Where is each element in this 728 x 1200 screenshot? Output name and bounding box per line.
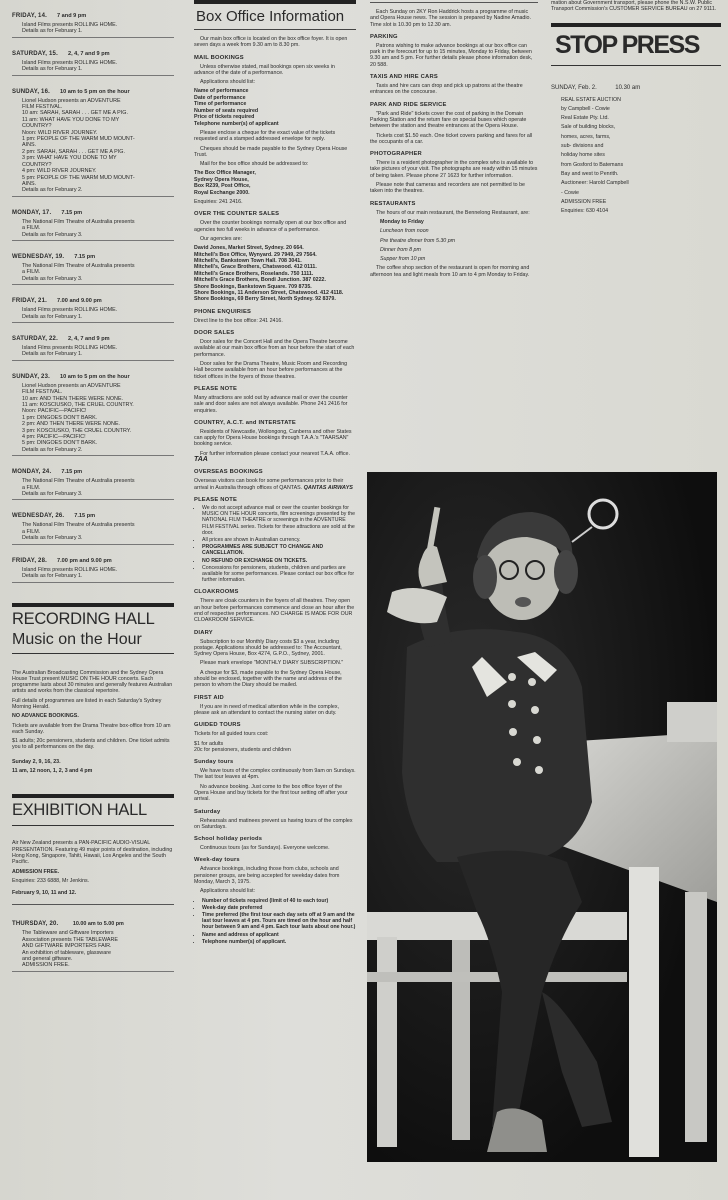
stop-press-time: 10.30 am bbox=[615, 84, 641, 91]
event-item bbox=[12, 285, 174, 323]
counter-p1: Over the counter bookings normally open at our box office and agencies two full weeks in advance of a performance. bbox=[194, 220, 347, 233]
stop-press-lines bbox=[551, 97, 721, 215]
event-header bbox=[12, 327, 174, 345]
event-date: FRIDAY, 21. bbox=[12, 298, 47, 305]
event-line: 3 pm: WHAT HAVE YOU DONE TO MY bbox=[22, 155, 117, 162]
event-date: SATURDAY, 15. bbox=[12, 50, 58, 57]
recording-hall-subtitle: Music on the Hour bbox=[12, 631, 174, 654]
event-line: 5 pm: PEOPLE OF THE WARM MUD MOUNT- bbox=[22, 174, 135, 181]
event-line: Lionel Hudson presents an ADVENTURE bbox=[22, 97, 121, 104]
event-line: Island Films presents ROLLING HOME. bbox=[22, 566, 118, 573]
restaurant-hour: Luncheon from noon bbox=[380, 228, 429, 235]
exhibition-p3: Enquiries: 233 6888, Mr Jenkins. bbox=[12, 877, 90, 884]
sunday-p1: We have tours of the complex continuously from 9am on Sundays. The last tour leaves at 4pm. bbox=[194, 768, 356, 781]
tours-p3: 20c for pensioners, students and children bbox=[194, 746, 291, 753]
agency-list bbox=[194, 245, 356, 303]
event-line: 2 pm: SARAH, SARAH . . . GET ME A PIG. bbox=[22, 148, 125, 155]
stop-press-line: from Gosford to Batemans bbox=[561, 161, 624, 168]
performer-photo bbox=[367, 472, 717, 1162]
address-line: Sydney Opera House, bbox=[194, 176, 249, 183]
restaurants-days: Monday to Friday bbox=[380, 218, 424, 225]
event-line: Details as for February 3. bbox=[22, 231, 83, 238]
event-item bbox=[12, 361, 174, 456]
event-line: The National Film Theatre of Australia presents bbox=[22, 218, 135, 225]
overseas-heading: OVERSEAS BOOKINGS bbox=[194, 469, 263, 476]
event-line: Details as for February 3. bbox=[22, 535, 83, 542]
event-header bbox=[12, 365, 174, 383]
photographer-p1: There is a resident photographer in the complex who is available to take pictures of your visit. The photographs are ready within 15 minutes of being taken. Please phone 27 1623 for further information. bbox=[370, 160, 538, 179]
event-line: 1 pm: DINGOES DON'T BARK. bbox=[22, 414, 98, 421]
exhibition-hall-section bbox=[12, 794, 174, 972]
event-time: 2, 4, 7 and 9 pm bbox=[67, 335, 110, 342]
mail-enquiries: Enquiries: 241 2416. bbox=[194, 199, 243, 206]
diary-p1: Subscription to our Monthly Diary costs $3 a year, including postage. Applications should be addressed to: The Accountant, Sydney Opera House, Box 4274, G.P.O., Sydney, 2001. bbox=[194, 638, 342, 658]
cloak-heading: CLOAKROOMS bbox=[194, 589, 239, 596]
event-thursday bbox=[12, 908, 174, 971]
photo-illustration bbox=[367, 472, 717, 1162]
tours-p2: $1 for adults bbox=[194, 740, 224, 747]
weekday-item: • Name and address of applicant bbox=[202, 932, 356, 938]
event-line: An exhibition of tableware, glassware bbox=[22, 949, 111, 956]
recording-p4: Tickets are available from the Drama Theatre box-office from 10 am each Sunday. bbox=[12, 722, 171, 735]
address bbox=[194, 170, 356, 196]
weekday-p2: Applications should list: bbox=[200, 888, 256, 895]
recording-p3: NO ADVANCE BOOKINGS. bbox=[12, 713, 79, 720]
overseas-text: Overseas visitors can book for some performances prior to their arrival in Australia through offices of QANTAS. bbox=[194, 478, 344, 491]
event-line: AND GIFTWARE IMPORTERS FAIR. bbox=[22, 943, 112, 950]
note-item: • We do not accept advance mail or over the counter bookings for MUSIC ON THE HOUR concerts, film screenings presented by the NATIONAL FILM THEATRE or screenings in the ADVENTURE FILM FESTIVAL series. Tickets for these attractions are sold at the door. bbox=[202, 505, 356, 536]
door-heading: DOOR SALES bbox=[194, 330, 235, 337]
event-time: 7.15 pm bbox=[61, 469, 83, 476]
door-p2: Door sales for the Drama Theatre, Music Room and Recording Hall become available from an hour before performances at the ticket offices in the foyers of those theatres. bbox=[194, 361, 348, 380]
agency-item: Mitchell's Grace Brothers, Roselands. 750 1111. bbox=[194, 270, 314, 277]
note2-heading: PLEASE NOTE bbox=[194, 496, 238, 503]
exhibition-hall-title: EXHIBITION HALL bbox=[12, 794, 174, 826]
transport-p: mation about Government transport, please phone the N.S.W. Public Transport Commission's CUSTOMER SERVICE BUREAU on 27 9111. bbox=[551, 0, 717, 13]
stop-press-event bbox=[551, 76, 721, 215]
box-office-title: Box Office Information bbox=[194, 0, 356, 30]
restaurants-heading: RESTAURANTS bbox=[370, 200, 416, 207]
event-line: 11 am: KOSCIUSKO, THE CRUEL COUNTRY. bbox=[22, 402, 134, 408]
counter-p2: Our agencies are: bbox=[200, 235, 243, 242]
event-line: Details as for February 3. bbox=[22, 491, 83, 498]
performer-coat bbox=[402, 629, 592, 862]
event-line: 3 pm: KOSCIUSKO, THE CRUEL COUNTRY. bbox=[22, 427, 132, 434]
address-line: Royal Exchange 2000. bbox=[194, 189, 250, 196]
column-stop-press bbox=[551, 0, 721, 217]
event-line: Details as for February 1. bbox=[22, 313, 83, 320]
agency-item: Mitchell's, Grace Brothers, Chatswood. 412 0111. bbox=[194, 264, 317, 271]
event-time: 10 am to 5 pm on the hour bbox=[60, 373, 130, 380]
stop-press-line: Bay and west to Penrith. bbox=[561, 170, 619, 177]
event-line: ADMISSION FREE. bbox=[22, 962, 70, 969]
door-p1: Door sales for the Concert Hall and the Opera Theatre become available at our main box office from an hour before the start of each performance. bbox=[194, 339, 355, 358]
event-date: MONDAY, 24. bbox=[12, 469, 52, 476]
phone-heading: PHONE ENQUIRIES bbox=[194, 308, 252, 315]
stop-press-line: by Campbell - Cowie bbox=[561, 105, 610, 112]
recording-times: 11 am, 12 noon, 1, 2, 3 and 4 pm bbox=[12, 768, 93, 775]
mail-bookings-heading: MAIL BOOKINGS bbox=[194, 54, 244, 61]
mail-list bbox=[194, 88, 356, 126]
event-line: The National Film Theatre of Australia presents bbox=[22, 522, 135, 529]
weekday-item: • Number of tickets required (limit of 40 to each tour) bbox=[202, 898, 356, 904]
note2-list bbox=[194, 505, 356, 583]
event-line: 1 pm: PEOPLE OF THE WARM MUD MOUNT- bbox=[22, 136, 135, 143]
event-item bbox=[12, 456, 174, 500]
event-line: AINS. bbox=[22, 180, 37, 187]
event-date: WEDNESDAY, 26. bbox=[12, 513, 65, 520]
divider bbox=[12, 904, 174, 905]
event-header bbox=[12, 201, 174, 219]
mail-list-item: Price of tickets required bbox=[194, 114, 255, 121]
event-item bbox=[12, 197, 174, 241]
event-item bbox=[12, 323, 174, 361]
event-line: AINS. bbox=[22, 142, 37, 149]
weekday-item: • Time preferred (the first tour each day sets off at 9 am and the last tour leaves at 4 pm. Tours are timed on the hour and half hour between 9 am and 4 pm. Each tour lasts about one hour.) bbox=[202, 912, 356, 931]
stop-press-line: - Cowie bbox=[561, 189, 579, 196]
event-line: a FILM. bbox=[22, 528, 41, 535]
event-header bbox=[12, 80, 174, 98]
saturday-p: Rehearsals and matinees prevent us having tours of the complex on Saturdays. bbox=[194, 817, 353, 830]
restaurant-hour: Pre theatre dinner from 5.30 pm bbox=[380, 237, 456, 244]
country-p1: Residents of Newcastle, Wollongong, Canberra and other States can apply for Opera House bookings through T.A.A.'s "TAARSAN" booking service. bbox=[194, 428, 352, 448]
saturday-heading: Saturday bbox=[194, 808, 221, 815]
country-p2-text: For further information please contact your nearest T.A.A. office. bbox=[200, 450, 350, 457]
recording-p5: $1 adults; 20c pensioners, students and children. One ticket admits you to all performances on the day. bbox=[12, 738, 170, 751]
event-line: Details as for February 2. bbox=[22, 446, 83, 453]
event-time: 7 and 9 pm bbox=[57, 13, 87, 19]
stop-press-line: homes, acres, farms, bbox=[561, 133, 611, 140]
event-line: FILM FESTIVAL. bbox=[22, 104, 63, 111]
event-line: FILM FESTIVAL. bbox=[22, 389, 63, 396]
country-heading: COUNTRY, A.C.T. and INTERSTATE bbox=[194, 419, 296, 426]
event-line: and general giftware. bbox=[22, 956, 73, 963]
ride-p2: Tickets cost $1.50 each. One ticket covers parking and fares for all the occupants of a car. bbox=[370, 132, 533, 145]
aid-p: If you are in need of medical attention while in the complex, please ask an attendant to contact the nursing sister on duty. bbox=[194, 703, 339, 716]
weekday-p1: Advance bookings, including those from clubs, schools and pensioner groups, are being accepted for weekday dates from Monday, March 3, 1975. bbox=[194, 866, 340, 886]
restaurant-hour: Supper from 10 pm bbox=[380, 256, 426, 263]
event-line: 10 am: AND THEN THERE WERE NONE. bbox=[22, 395, 124, 402]
mail-p5: Mail for the box office should be addressed to: bbox=[200, 161, 309, 168]
event-line: 2 pm: AND THEN THERE WERE NONE. bbox=[22, 421, 121, 428]
event-item bbox=[12, 241, 174, 285]
weekday-item: • Week-day date preferred bbox=[202, 905, 356, 911]
mail-list-item: Name of performance bbox=[194, 88, 249, 95]
event-line: Details as for February 1. bbox=[22, 351, 83, 358]
column-events bbox=[12, 0, 174, 972]
top-rule bbox=[370, 2, 538, 3]
agency-item: Shore Bookings, 11 Anderson Street, Chatswood. 412 4118. bbox=[194, 290, 344, 297]
event-header bbox=[12, 289, 174, 307]
event-line: 5 pm: DINGOES DON'T BARK. bbox=[22, 440, 98, 447]
mail-list-item: Number of seats required bbox=[194, 107, 259, 114]
event-date: SATURDAY, 22. bbox=[12, 335, 58, 342]
qantas-logo: QANTAS AIRWAYS bbox=[303, 484, 353, 491]
agency-item: Mitchell's, Bankstown Town Hall. 708 3041. bbox=[194, 258, 302, 265]
event-line: a FILM. bbox=[22, 269, 41, 276]
event-line: COUNTRY? bbox=[22, 161, 52, 168]
event-header bbox=[12, 504, 174, 522]
address-line: Box R239, Post Office, bbox=[194, 183, 251, 190]
restaurants-p1: The hours of our main restaurant, the Bennelong Restaurant, are: bbox=[376, 209, 530, 216]
mail-list-item: Time of performance bbox=[194, 101, 247, 108]
box-office-intro: Our main box office is located on the box office foyer. It is open seven days a week from 9.30 am to 8.30 pm. bbox=[194, 36, 348, 49]
event-header bbox=[12, 245, 174, 263]
event-line: a FILM. bbox=[22, 225, 41, 232]
stop-press-date: SUNDAY, Feb. 2. bbox=[551, 84, 597, 91]
event-date: WEDNESDAY, 19. bbox=[12, 253, 65, 260]
table-leg bbox=[629, 867, 659, 1157]
ride-heading: PARK AND RIDE SERVICE bbox=[370, 101, 447, 108]
note-item: • PROGRAMMES ARE SUBJECT TO CHANGE AND CANCELLATION. bbox=[202, 544, 356, 556]
diary-p3: A cheque for $3, made payable to the Sydney Opera House, should be enclosed, together with the name and address of the person to whom the Diary should be mailed. bbox=[194, 669, 342, 689]
sunday-heading: Sunday tours bbox=[194, 759, 234, 766]
agency-item: Mitchell's Grace Brothers, Bondi Junction. 387 0222. bbox=[194, 277, 326, 284]
event-line: The National Film Theatre of Australia presents bbox=[22, 478, 135, 485]
event-line: Noon: PACIFIC—PACIFIC! bbox=[22, 408, 87, 415]
agency-item: Shore Bookings, 69 Berry Street, North Sydney. 92 8379. bbox=[194, 296, 336, 303]
note-heading: PLEASE NOTE bbox=[194, 385, 238, 392]
event-date: SUNDAY, 23. bbox=[12, 373, 50, 380]
event-item bbox=[12, 500, 174, 544]
agency-item: David Jones, Market Street, Sydney. 20 664. bbox=[194, 245, 304, 252]
weekday-heading: Week-day tours bbox=[194, 857, 240, 864]
photographer-heading: PHOTOGRAPHER bbox=[370, 151, 422, 158]
mail-list-item: Date of performance bbox=[194, 94, 246, 101]
sunday-p2: No advance booking. Just come to the box office foyer of the Opera House and buy tickets for the first tour setting off after your arrival. bbox=[194, 783, 348, 803]
agency-item: Mitchell's Box Office, Wynyard. 29 7949, 29 7564. bbox=[194, 251, 317, 258]
event-line: Island Films presents ROLLING HOME. bbox=[22, 307, 118, 314]
note-item: • NO REFUND OR EXCHANGE ON TICKETS. bbox=[202, 558, 356, 564]
event-header bbox=[12, 460, 174, 478]
exhibition-p2: ADMISSION FREE. bbox=[12, 868, 60, 875]
event-time: 10 am to 5 pm on the hour bbox=[60, 88, 130, 95]
event-header bbox=[12, 4, 174, 22]
weekday-item: • Telephone number(s) of applicant. bbox=[202, 939, 356, 945]
holiday-p: Continuous tours (as for Sundays). Everyone welcome. bbox=[200, 845, 330, 852]
weekday-list bbox=[194, 898, 356, 945]
stop-press-line: Enquiries: 630 4104 bbox=[561, 208, 609, 215]
event-line: COUNTRY? bbox=[22, 123, 52, 130]
ride-p1: "Park and Ride" tickets cover the cost of parking in the Domain Parking Station and the return fare on special buses which operate between the station and theatre entrances at the Opera House. bbox=[370, 110, 527, 130]
note-p: Many attractions are sold out by advance mail or over the counter sale and door sales are not always available. Phone 241 2416 for enquiries. bbox=[194, 394, 348, 414]
recording-hall-title: RECORDING HALL bbox=[12, 603, 174, 631]
event-line: Lionel Hudson presents an ADVENTURE bbox=[22, 382, 121, 389]
event-line: 4 pm: PACIFIC—PACIFIC! bbox=[22, 434, 86, 441]
event-time: 7.15 pm bbox=[61, 209, 83, 216]
exhibition-dates: February 9, 10, 11 and 12. bbox=[12, 890, 77, 897]
event-time: 7.15 pm bbox=[74, 253, 96, 260]
stop-press-line: holiday home sites bbox=[561, 152, 605, 159]
recording-dates: Sunday 2, 9, 16, 23. bbox=[12, 758, 61, 765]
event-line: The Tableware and Giftware Importers bbox=[22, 930, 114, 937]
event-item bbox=[12, 545, 174, 583]
overseas-p bbox=[194, 478, 356, 491]
stop-press-line: Sale of building blocks, bbox=[561, 124, 616, 131]
event-line: Details as for February 2. bbox=[22, 187, 83, 194]
column-box-office bbox=[194, 0, 356, 946]
mail-p4: Cheques should be made payable to the Sydney Opera House Trust. bbox=[194, 145, 348, 158]
event-line: Island Films presents ROLLING HOME. bbox=[22, 59, 118, 66]
mail-p2: Applications should list: bbox=[200, 79, 256, 86]
events-list bbox=[12, 0, 174, 583]
taxi-heading: TAXIS AND HIRE CARS bbox=[370, 74, 438, 81]
event-time: 7.00 and 9.00 pm bbox=[57, 298, 102, 305]
event-line: Details as for February 3. bbox=[22, 275, 83, 282]
restaurant-hour: Dinner from 8 pm bbox=[380, 246, 421, 253]
parking-p: Patrons wishing to make advance bookings at our box office can park in the forecourt for up to 15 minutes, Monday to Friday, between 9.30 am and 5 pm. For further details please phone information desk, 20 588. bbox=[370, 42, 533, 68]
tours-p1: Tickets for all guided tours cost: bbox=[194, 731, 269, 738]
event-line: Details as for February 1. bbox=[22, 573, 83, 580]
event-line: 10 am: SARAH, SARAH . . . GET ME A PIG. bbox=[22, 110, 128, 117]
restaurants-p2: The coffee shop section of the restaurant is open for morning and afternoon tea and light meals from 10 am to 4 pm Monday to Friday. bbox=[370, 265, 530, 278]
phone-p: Direct line to the box office: 241 2416. bbox=[194, 317, 283, 324]
recording-p1: The Australian Broadcasting Commission and the Sydney Opera House Trust present MUSIC ON THE HOUR concerts. Each programme lasts about 30 minutes and generally features Australian artists and works from the classical repertoire. bbox=[12, 669, 173, 695]
event-line: Noon: WILD RIVER JOURNEY. bbox=[22, 129, 98, 136]
diary-heading: DIARY bbox=[194, 629, 213, 636]
event-header bbox=[12, 42, 174, 60]
aid-heading: FIRST AID bbox=[194, 694, 224, 701]
event-date: FRIDAY, 14. bbox=[12, 13, 47, 19]
event-line: Island Films presents ROLLING HOME. bbox=[22, 344, 118, 351]
radio-p: Each Sunday on 2KY Ron Haddrick hosts a programme of music and Opera House news. The session is prepared by Nadine Amadio. Time slot is 10.30 pm to 12.30 am. bbox=[370, 9, 531, 28]
event-item bbox=[12, 76, 174, 197]
counter-heading: OVER THE COUNTER SALES bbox=[194, 211, 280, 218]
stop-press-line: sub- divisions and bbox=[561, 143, 604, 150]
exhibition-p1: Air New Zealand presents a PAN-PACIFIC AUDIO-VISUAL PRESENTATION. Featuring 49 major points of destination, including Hong Kong, Singapore, Tahiti, Hawaii, Los Angeles and the South Pacific. bbox=[12, 840, 173, 866]
event-line: Island Films presents ROLLING HOME. bbox=[22, 22, 118, 28]
diary-p2: Please mark envelope "MONTHLY DIARY SUBSCRIPTION." bbox=[200, 660, 344, 667]
note-item: • Concessions for pensioners, students, children and parties are available for some performances. Please contact our box office for further information. bbox=[202, 565, 356, 584]
event-line: 4 pm: WILD RIVER JOURNEY. bbox=[22, 168, 97, 175]
event-date: MONDAY, 17. bbox=[12, 209, 52, 216]
event-item bbox=[12, 38, 174, 76]
recording-p2: Full details of programmes are listed in each Saturday's Sydney Morning Herald. bbox=[12, 697, 162, 710]
photographer-p2: Please note that cameras and recorders are not permitted to be taken into the theatres. bbox=[370, 182, 525, 195]
mail-p1: Unless otherwise stated, mail bookings open six weeks in advance of the date of a performance. bbox=[194, 63, 335, 76]
stop-press-line: ADMISSION FREE bbox=[561, 198, 607, 205]
event-line: The National Film Theatre of Australia presents bbox=[22, 262, 135, 269]
mail-p3: Please enclose a cheque for the exact value of the tickets requested and a stamped addressed envelope for reply. bbox=[194, 129, 336, 143]
stop-press-title: STOP PRESS bbox=[551, 23, 721, 66]
event-lines bbox=[12, 930, 174, 968]
event-line: a FILM. bbox=[22, 484, 41, 491]
address-line: The Box Office Manager, bbox=[194, 170, 256, 177]
taxi-p: Taxis and hire cars can drop and pick up patrons at the theatre entrances on the concourse. bbox=[370, 83, 523, 96]
event-time: 7.00 pm and 9.00 pm bbox=[57, 557, 112, 564]
tours-heading: GUIDED TOURS bbox=[194, 722, 241, 729]
event-time: 2, 4, 7 and 9 pm bbox=[67, 50, 110, 57]
event-line: 11 am: WHAT HAVE YOU DONE TO MY bbox=[22, 116, 120, 123]
event-line: Details as for February 1. bbox=[22, 66, 83, 73]
note-item: • All prices are shown in Australian currency. bbox=[202, 537, 356, 543]
column-services bbox=[370, 0, 538, 281]
stop-press-line: Real Estate Pty. Ltd. bbox=[561, 115, 609, 122]
event-header bbox=[12, 549, 174, 567]
country-p2 bbox=[194, 451, 356, 464]
event-time: 10.00 am to 5.00 pm bbox=[72, 921, 124, 928]
event-line: Details as for February 1. bbox=[22, 28, 83, 35]
event-date: SUNDAY, 16. bbox=[12, 88, 50, 95]
holiday-heading: School holiday periods bbox=[194, 836, 263, 843]
event-item bbox=[12, 0, 174, 38]
event-line: Association presents THE TABLEWARE bbox=[22, 936, 118, 943]
mail-list-item: Telephone number(s) of applicant bbox=[194, 120, 279, 127]
stop-press-line: Auctioneer: Harold Campbell bbox=[561, 180, 629, 187]
parking-heading: PARKING bbox=[370, 33, 398, 40]
event-time: 7.15 pm bbox=[74, 513, 96, 520]
event-date: THURSDAY, 20. bbox=[12, 921, 59, 928]
cloak-p: There are cloak counters in the foyers of all theatres. They open an hour before performances commence and close an hour after the end of respective performances. NO CHARGE IS MADE FOR OUR CLOAKROOM SERVICE. bbox=[194, 598, 355, 624]
taa-logo: TAA bbox=[194, 456, 208, 464]
restaurant-hours bbox=[370, 228, 538, 262]
stop-press-line: REAL ESTATE AUCTION bbox=[561, 96, 621, 103]
event-date: FRIDAY, 28. bbox=[12, 557, 47, 564]
agency-item: Shore Bookings, Bankstown Square. 709 8735. bbox=[194, 283, 312, 290]
recording-hall-section bbox=[12, 603, 174, 775]
